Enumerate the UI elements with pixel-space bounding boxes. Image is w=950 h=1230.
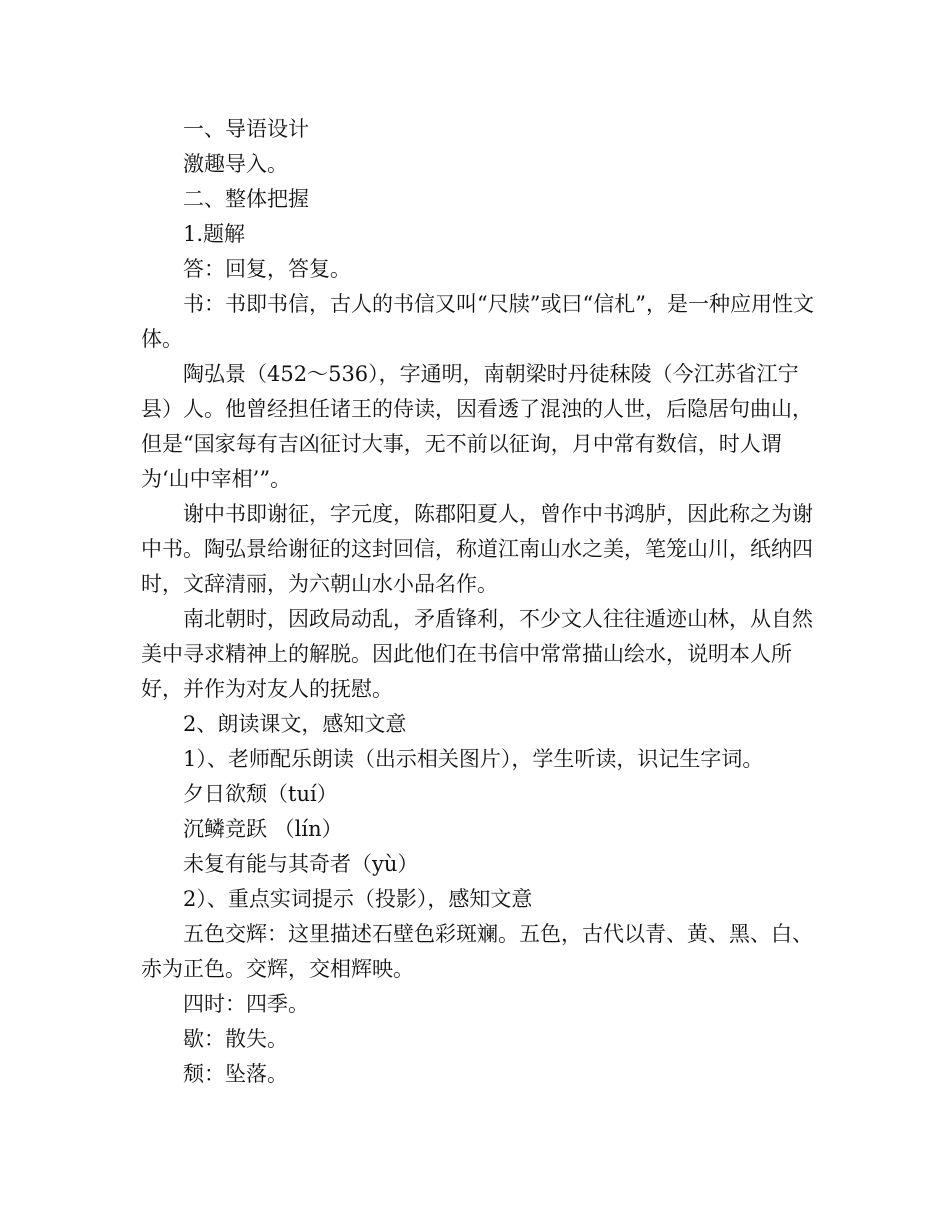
paragraph: 2）、重点实词提示（投影），感知文意 bbox=[183, 887, 533, 911]
subsection-heading: 2、朗读课文，感知文意 bbox=[183, 712, 407, 736]
paragraph: 书：书即书信，古人的书信又叫“尺牍”或曰“信札”，是一种应用性文体。 bbox=[141, 292, 814, 351]
vocab-item: 歇：散失。 bbox=[183, 1027, 288, 1051]
paragraph: 激趣导入。 bbox=[183, 152, 288, 176]
paragraph: 五色交辉：这里描述石壁色彩斑斓。五色，古代以青、黄、黑、白、赤为正色。交辉，交相辉映。 bbox=[141, 922, 813, 981]
paragraph: 陶弘景（452～536），字通明，南朝梁时丹徒秣陵（今江苏省江宁县）人。他曾经担任诸王的侍读，因看透了混浊的人世，后隐居句曲山，但是“国家每有吉凶征讨大事，无不前以征询，月中常有数信，时人谓为‘山中宰相’”。 bbox=[141, 362, 813, 491]
paragraph: 答：回复，答复。 bbox=[183, 257, 351, 281]
paragraph: 南北朝时，因政局动乱，矛盾锋利，不少文人往往遁迹山林，从自然美中寻求精神上的解脱。因此他们在书信中常常描山绘水，说明本人所好，并作为对友人的抚慰。 bbox=[141, 607, 813, 701]
paragraph: 谢中书即谢征，字元度，陈郡阳夏人，曾作中书鸿胪，因此称之为谢中书。陶弘景给谢征的这封回信，称道江南山水之美，笔笼山川，纸纳四时，文辞清丽，为六朝山水小品名作。 bbox=[141, 502, 813, 596]
vocab-item: 颓：坠落。 bbox=[183, 1062, 288, 1086]
section-heading: 二、整体把握 bbox=[183, 187, 309, 211]
document-body bbox=[141, 112, 821, 1092]
vocab-item: 未复有能与其奇者（yù） bbox=[183, 852, 419, 876]
paragraph: 1）、老师配乐朗读（出示相关图片），学生听读，识记生字词。 bbox=[183, 747, 764, 771]
subsection-heading: 1.题解 bbox=[183, 222, 246, 246]
vocab-item: 夕日欲颓（tuí） bbox=[183, 782, 338, 806]
section-heading: 一、导语设计 bbox=[183, 117, 309, 141]
vocab-item: 四时：四季。 bbox=[183, 992, 309, 1016]
vocab-item: 沉鳞竞跃 （lín） bbox=[183, 817, 343, 841]
